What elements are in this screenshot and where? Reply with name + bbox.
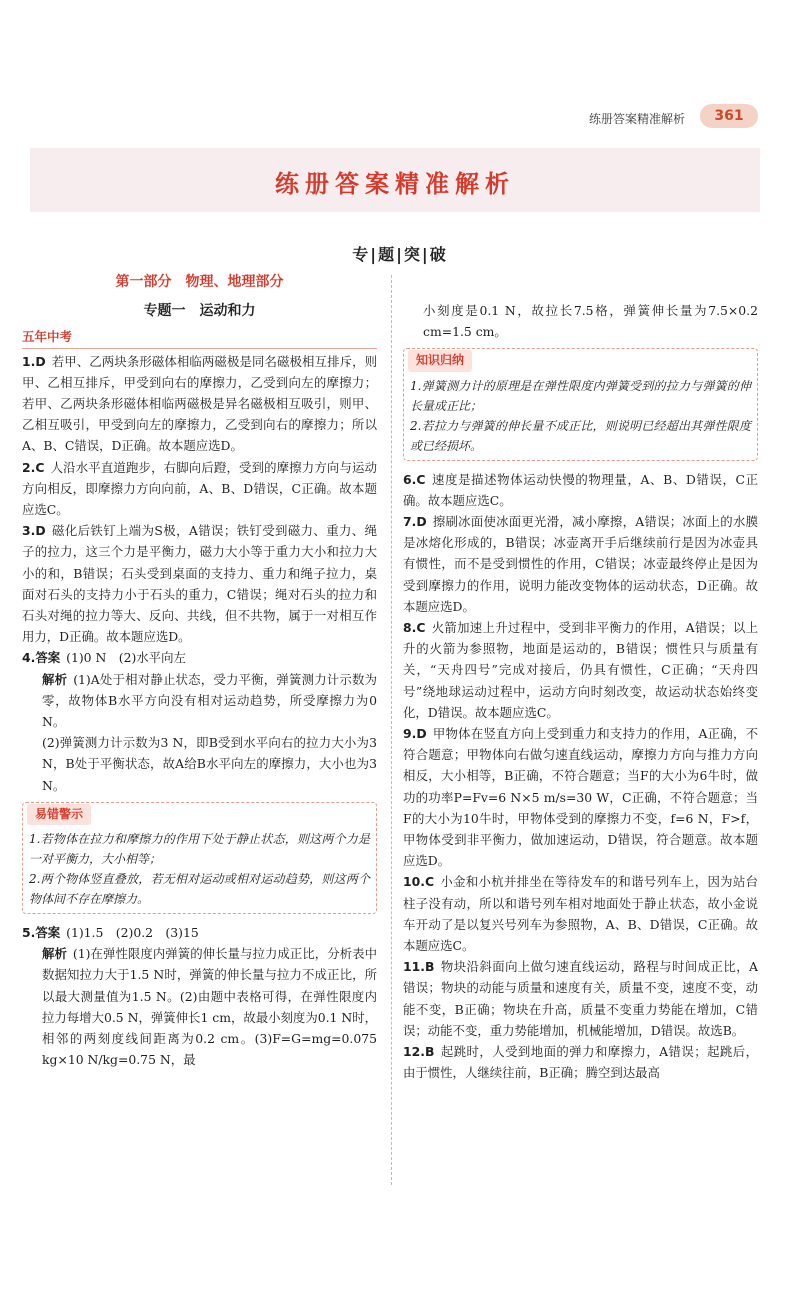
item-text: 物块沿斜面向上做匀速直线运动，路程与时间成正比，A错误；物块的动能与质量和速度有关，质量不变，速度不变，动能不变，B正确；物块在升高，质量不变重力势能在增加，C错误；动能不变，重力势能增加，机械能增加，D错误。故选B。 [403, 959, 758, 1038]
page-number-badge: 361 [700, 104, 758, 128]
answer-item [22, 922, 377, 943]
item-text: 人沿水平直道跑步，右脚向后蹬，受到的摩擦力方向与运动方向相反，即摩擦力方向向前，A、B、D错误，C正确。故本题应选C。 [22, 459, 377, 518]
item-number: 6.C [403, 471, 426, 487]
column-divider [391, 275, 392, 1185]
box-line: 1.若物体在拉力和摩擦力的作用下处于静止状态，则这两个力是一对平衡力，大小相等； [29, 832, 370, 867]
item-number: 12.B [403, 1044, 435, 1060]
warning-box [22, 802, 377, 914]
item-number: 9.D [403, 726, 427, 742]
analysis-label: 解析 [42, 946, 67, 962]
analysis [22, 943, 377, 1070]
item-number: 2.C [22, 459, 45, 475]
knowledge-box-title: 知识归纳 [408, 350, 472, 371]
left-column [22, 272, 377, 1071]
item-text: 磁化后铁钉上端为S极，A错误；铁钉受到磁力、重力、绳子的拉力，这三个力是平衡力，磁力大小等于重力大小和拉力大小的和，B错误；石头受到桌面的支持力、重力和绳子拉力，桌面对石头的支持力小于石头的重力，C错误；绳对石头的拉力和石头对绳的拉力等大、反向、共线，但不共物，属于一对相互作用力，D正确。故本题应选D。 [22, 523, 377, 645]
continuation-text: 小刻度是0.1 N，故拉长7.5格，弹簧伸长量为7.5×0.2 cm=1.5 cm。 [423, 303, 758, 340]
item-text: 甲物体在竖直方向上受到重力和支持力的作用，A正确，不符合题意；甲物体向右做匀速直线运动，摩擦力方向与推力方向相反，大小相等，B正确，不符合题意；当F的大小为6牛时，做功的功率P=Fv=6 N×5 m/s=30 W，C正确，不符合题意；当F的大小为10牛时，甲物体受到的摩擦力不变，f=6 N，F>f，甲物体受到非平衡力，做加速运动，D错误，符合题意。故本题应选D。 [403, 726, 758, 869]
answer-item [22, 457, 377, 521]
item-text: 起跳时，人受到地面的弹力和摩擦力，A错误；起跳后，由于惯性，人继续往前，B正确；腾空到达最高 [403, 1044, 758, 1081]
item-answer: (1)0 N (2)水平向左 [66, 650, 186, 666]
title-banner [30, 148, 760, 212]
answer-item [22, 520, 377, 647]
analysis-label: 解析 [42, 671, 68, 687]
warning-box-title: 易错警示 [27, 804, 91, 825]
item-number: 7.D [403, 514, 427, 530]
answer-item [403, 956, 758, 1041]
item-number: 4.答案 [22, 650, 61, 666]
banner-title: 练册答案精准解析 [275, 170, 515, 198]
item-number: 3.D [22, 523, 46, 539]
item-text: 擦刷冰面使冰面更光滑，减小摩擦，A错误；冰面上的水膜是冰熔化形成的，B错误；冰壶离开手后继续前行是因为冰壶具有惯性，而不是受到惯性的作用，C错误；冰壶最终停止是因为受到摩擦力的作用，说明力能改变物体的运动状态，D正确。故本题应选D。 [403, 514, 758, 614]
analysis-text: (2)弹簧测力计示数为3 N，即B受到水平向右的拉力大小为3 N，B处于平衡状态，故A给B水平向左的摩擦力，大小也为3 N。 [42, 735, 377, 793]
section-title: 专|题|突|破 [352, 245, 448, 264]
analysis [22, 732, 377, 796]
answer-item [22, 647, 377, 668]
item-number: 8.C [403, 620, 426, 636]
item-number: 11.B [403, 959, 435, 975]
item-number: 1.D [22, 353, 46, 369]
topic-title: 专题一 运动和力 [143, 303, 256, 320]
item-text: 小金和小杭并排坐在等待发车的和谐号列车上，因为站台柱子没有动，所以和谐号列车相对地面处于静止状态，故小金说车开动了是以复兴号列车为参照物，A、B、D错误，C正确。故本题应选C。 [403, 874, 758, 954]
answer-item [403, 617, 758, 723]
running-header: 练册答案精准解析 [588, 112, 685, 126]
analysis-text: (1)在弹性限度内弹簧的伸长量与拉力成正比，分析表中数据知拉力大于1.5 N时，弹簧的伸长量与拉力不成正比，所以最大测量值为1.5 N。(2)由题中表格可得，在弹性限度内拉力每增大0.5 N，弹簧伸长1 cm，故最小刻度为0.1 N时，相邻的两刻度线间距离为0.2 cm。(3)F=G=mg=0.075 kg×10 N/kg=0.75 N，最 [42, 946, 377, 1068]
item-answer: (1)1.5 (2)0.2 (3)15 [66, 925, 199, 941]
box-line: 2.两个物体竖直叠放，若无相对运动或相对运动趋势，则这两个物体间不存在摩擦力。 [29, 872, 370, 907]
item-text: 速度是描述物体运动快慢的物理量，A、B、D错误，C正确。故本题应选C。 [403, 471, 758, 508]
answer-item [403, 1041, 758, 1083]
analysis-text: (1)A处于相对静止状态，受力平衡，弹簧测力计示数为零，故物体B水平方向没有相对运动趋势，所受摩擦力为0 N。 [42, 671, 378, 730]
knowledge-box [403, 348, 758, 460]
answer-item [403, 511, 758, 617]
item-number: 10.C [403, 874, 435, 890]
item-text: 若甲、乙两块条形磁体相临两磁极是同名磁极相互排斥，则甲、乙相互排斥，甲受到向右的摩擦力，乙受到向左的摩擦力；若甲、乙两块条形磁体相临两磁极是异名磁极相互吸引，则甲、乙相互吸引，甲受到向左的摩擦力，乙受到向右的摩擦力；所以A、B、C错误，D正确。故本题应选D。 [22, 353, 377, 454]
item-text: 火箭加速上升过程中，受到非平衡力的作用，A错误；以上升的火箭为参照物，地面是运动的，B错误；惯性只与质量有关，“天舟四号”完成对接后，仍具有惯性，C正确；“天舟四号”绕地球运动过程中，运动方向时刻改变，故运动状态始终变化，D错误。故本题应选C。 [403, 620, 758, 720]
right-column [403, 300, 758, 1084]
analysis [22, 669, 377, 733]
answer-item [403, 871, 758, 956]
answer-item [403, 723, 758, 871]
answer-item [403, 469, 758, 511]
box-line: 1.弹簧测力计的原理是在弹性限度内弹簧受到的拉力与弹簧的伸长量成正比； [410, 378, 751, 413]
sub-label: 五年中考 [22, 326, 377, 348]
box-line: 2.若拉力与弹簧的伸长量不成正比，则说明已经超出其弹性限度或已经损坏。 [410, 418, 751, 453]
part-title: 第一部分 物理、地理部分 [115, 274, 284, 290]
item-number: 5.答案 [22, 925, 61, 941]
answer-item [22, 351, 377, 457]
